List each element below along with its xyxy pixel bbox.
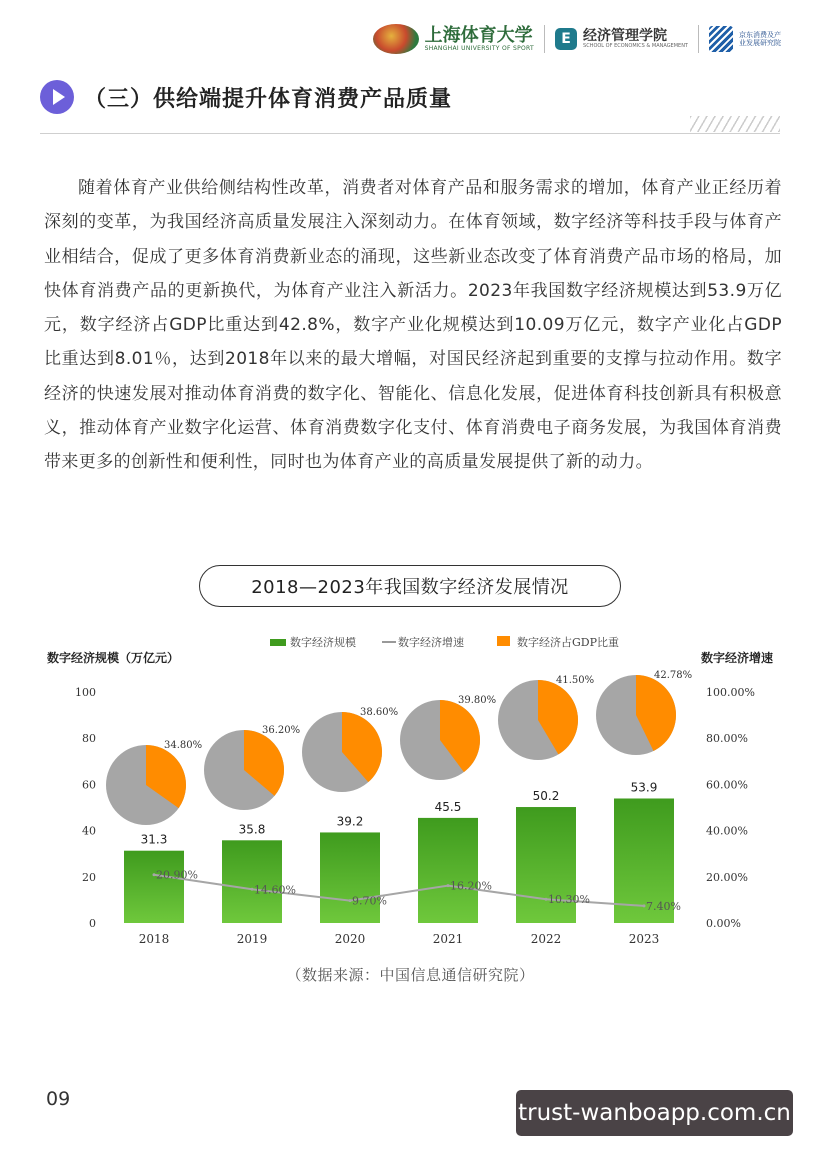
bar-2021 (418, 818, 478, 923)
university-logo (373, 24, 534, 54)
legend-label-line: 数字经济增速 (398, 636, 464, 649)
growth-value-label: 10.30% (548, 893, 590, 907)
pie-value-label: 39.80% (458, 695, 497, 706)
institute-logo (709, 26, 781, 52)
bar-value-label: 50.2 (532, 789, 560, 804)
pie-value-label: 42.78% (654, 670, 693, 681)
digital-economy-chart (0, 620, 821, 960)
bar-value-label: 53.9 (630, 780, 658, 795)
y2-tick-label: 0.00% (706, 917, 741, 930)
logo-divider (698, 25, 699, 53)
x-tick-label: 2022 (530, 932, 562, 946)
growth-value-label: 20.90% (156, 868, 198, 882)
pie-value-label: 41.50% (556, 675, 595, 686)
y-axis-title: 数字经济规模（万亿元） (47, 651, 180, 665)
y-tick-label: 100 (75, 686, 96, 699)
bar-2018 (124, 851, 184, 923)
legend-label-pie: 数字经济占GDP比重 (517, 636, 620, 649)
growth-value-label: 9.70% (352, 894, 387, 908)
y2-tick-label: 100.00% (706, 686, 755, 699)
bar-2020 (320, 832, 380, 923)
x-tick-label: 2021 (432, 932, 464, 946)
legend-swatch-pie (497, 636, 510, 646)
heading-rule (40, 133, 780, 134)
x-tick-label: 2019 (236, 932, 268, 946)
watermark-badge: trust-wanboapp.com.cn (516, 1090, 793, 1136)
school-name-en: SCHOOL OF ECONOMICS & MANAGEMENT (583, 43, 688, 49)
y-tick-label: 60 (82, 778, 96, 792)
body-paragraph: 随着体育产业供给侧结构性改革，消费者对体育产品和服务需求的增加，体育产业正经历着深刻的变革，为我国经济高质量发展注入深刻动力。在体育领域，数字经济等科技手段与体育产业相结合，促成了更多体育消费新业态的涌现，这些新业态改变了体育消费产品市场的格局，加快体育消费产品的更新换代，为体育产业注入新活力。2023年我国数字经济规模达到53.9万亿元，数字经济占GDP比重达到42.8%，数字产业化规模达到10.09万亿元，数字产业化占GDP比重达到8.01％，达到2018年以来的最大增幅，对国民经济起到重要的支撑与拉动作用。数字经济的快速发展对推动体育消费的数字化、智能化、信息化发展，促进体育科技创新具有积极意义，推动体育产业数字化运营、体育消费数字化支付、体育消费电子商务发展，为我国体育消费带来更多的创新性和便利性，同时也为体育产业的高质量发展提供了新的动力。 (44, 178, 782, 473)
play-badge-icon (40, 80, 74, 114)
y-tick-label: 20 (82, 870, 96, 884)
university-emblem-icon (373, 24, 419, 54)
page-number: 09 (46, 1088, 71, 1110)
section-heading (40, 80, 452, 114)
pie-value-label: 38.60% (360, 707, 399, 718)
y2-tick-label: 80.00% (706, 732, 748, 746)
logo-divider (544, 25, 545, 53)
institute-mark-icon (709, 26, 733, 52)
y-tick-label: 40 (82, 824, 96, 838)
bar-value-label: 35.8 (238, 822, 266, 837)
chart-title: 2018—2023年我国数字经济发展情况 (199, 565, 621, 607)
bar-2019 (222, 840, 282, 923)
x-tick-label: 2018 (138, 932, 170, 946)
y2-axis-title: 数字经济增速 (700, 651, 773, 665)
growth-value-label: 14.60% (254, 883, 296, 897)
bar-value-label: 45.5 (434, 799, 462, 814)
y2-tick-label: 40.00% (706, 824, 748, 838)
bar-value-label: 31.3 (140, 832, 168, 847)
x-tick-label: 2023 (628, 932, 660, 946)
school-name: 经济管理学院 (583, 28, 668, 44)
bar-value-label: 39.2 (336, 814, 364, 829)
y-tick-label: 80 (82, 732, 96, 746)
pie-value-label: 36.20% (262, 725, 301, 736)
heading-hatch-decoration (690, 116, 780, 132)
y2-tick-label: 20.00% (706, 870, 748, 884)
section-title: （三）供给端提升体育消费产品质量 (84, 86, 453, 112)
legend-label-bar: 数字经济规模 (290, 636, 356, 649)
school-mark-icon: E (555, 28, 577, 50)
x-tick-label: 2020 (334, 932, 366, 946)
header-logos (373, 18, 781, 60)
university-name-en: SHANGHAI UNIVERSITY OF SPORT (424, 44, 535, 52)
growth-value-label: 7.40% (646, 899, 681, 913)
y-tick-label: 0 (89, 917, 96, 930)
y2-tick-label: 60.00% (706, 778, 748, 792)
school-logo (555, 28, 688, 50)
university-name: 上海体育大学 (424, 24, 533, 46)
institute-name: 京东消费及产业发展研究院 (739, 30, 781, 47)
legend-swatch-bar (270, 639, 286, 646)
pie-value-label: 34.80% (164, 740, 203, 751)
growth-value-label: 16.20% (450, 879, 492, 893)
data-source: （数据来源：中国信息通信研究院） (286, 966, 535, 984)
